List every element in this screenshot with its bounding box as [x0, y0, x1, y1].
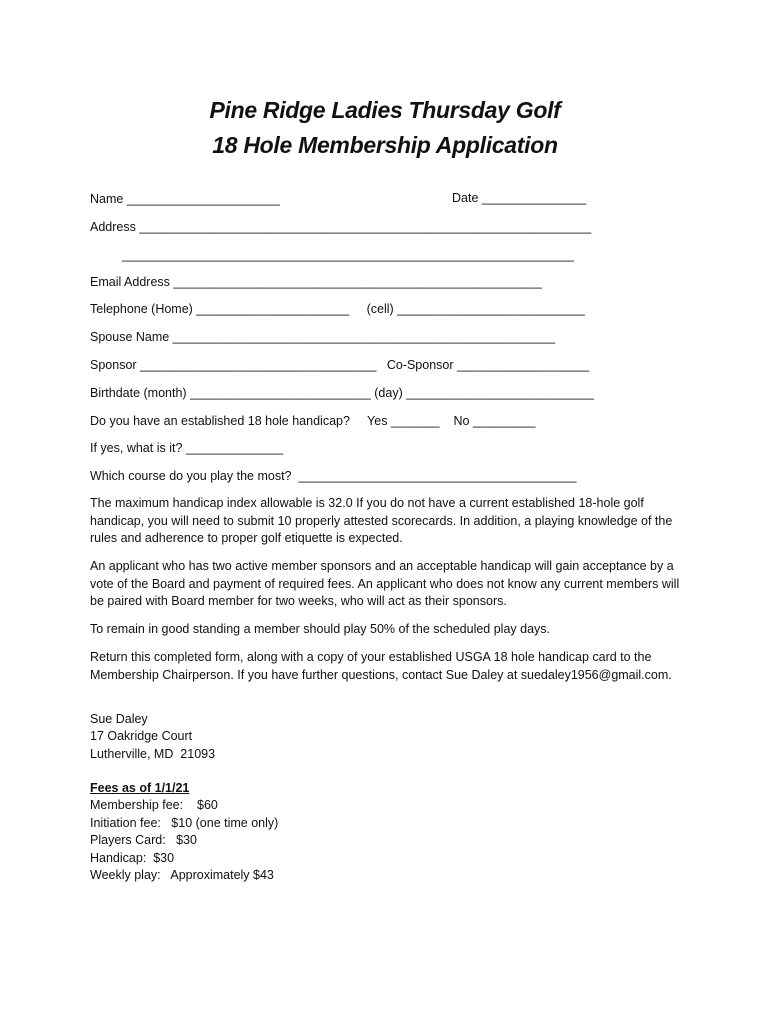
fee-item: Membership fee: $60 — [90, 798, 218, 812]
fee-item: Weekly play: Approximately $43 — [90, 868, 274, 882]
sponsor-policy-paragraph: An applicant who has two active member sponsors and an acceptable handicap will gain acceptance by a vote of the Board and payment of required fees. An applicant who does not know any current members will be paired with Board member for two weeks, who will act as their sponsors. — [90, 559, 680, 608]
spouse-name-field[interactable]: Spouse Name _______________________________________________________ — [90, 330, 556, 344]
sponsor-field[interactable]: Sponsor __________________________________ Co-Sponsor ___________________ — [90, 358, 590, 372]
fee-item: Initiation fee: $10 (one time only) — [90, 816, 279, 830]
good-standing-paragraph: To remain in good standing a member should play 50% of the scheduled play days. — [90, 622, 551, 636]
telephone-field[interactable]: Telephone (Home) ______________________ (cell) ___________________________ — [90, 302, 585, 316]
name-field[interactable]: Name ______________________ — [90, 192, 280, 206]
birthdate-field[interactable]: Birthdate (month) __________________________ (day) ___________________________ — [90, 386, 594, 400]
handicap-policy-paragraph: The maximum handicap index allowable is 32.0 If you do not have a current established 18-hole golf handicap, you will need to submit 10 properly attested scorecards. In addition, a playing knowledge of the rules and adherence to proper golf etiquette is expected. — [90, 496, 673, 545]
handicap-value-field[interactable]: If yes, what is it? ______________ — [90, 441, 284, 455]
fee-item: Players Card: $30 — [90, 833, 197, 847]
date-field[interactable]: Date _______________ — [452, 191, 587, 205]
course-field[interactable]: Which course do you play the most? ________________________________________ — [90, 469, 577, 483]
form-title-line2: 18 Hole Membership Application — [212, 132, 558, 158]
contact-city: Lutherville, MD 21093 — [90, 747, 216, 761]
handicap-question[interactable]: Do you have an established 18 hole handicap? Yes _______ No _________ — [90, 414, 536, 428]
email-field[interactable]: Email Address _____________________________________________________ — [90, 275, 542, 289]
contact-street: 17 Oakridge Court — [90, 729, 193, 743]
fee-item: Handicap: $30 — [90, 851, 175, 865]
contact-name: Sue Daley — [90, 712, 148, 726]
address-field[interactable]: Address _________________________________________________________________ — [90, 220, 592, 234]
return-form-paragraph: Return this completed form, along with a copy of your established USGA 18 hole handicap card to the Membership Chairperson. If you have further questions, contact Sue Daley at suedaley1956@gmail.com. — [90, 650, 672, 682]
form-title-line1: Pine Ridge Ladies Thursday Golf — [209, 97, 561, 123]
fees-heading: Fees as of 1/1/21 — [90, 781, 190, 795]
address-line2-field[interactable]: _________________________________________________________________ — [122, 248, 574, 262]
